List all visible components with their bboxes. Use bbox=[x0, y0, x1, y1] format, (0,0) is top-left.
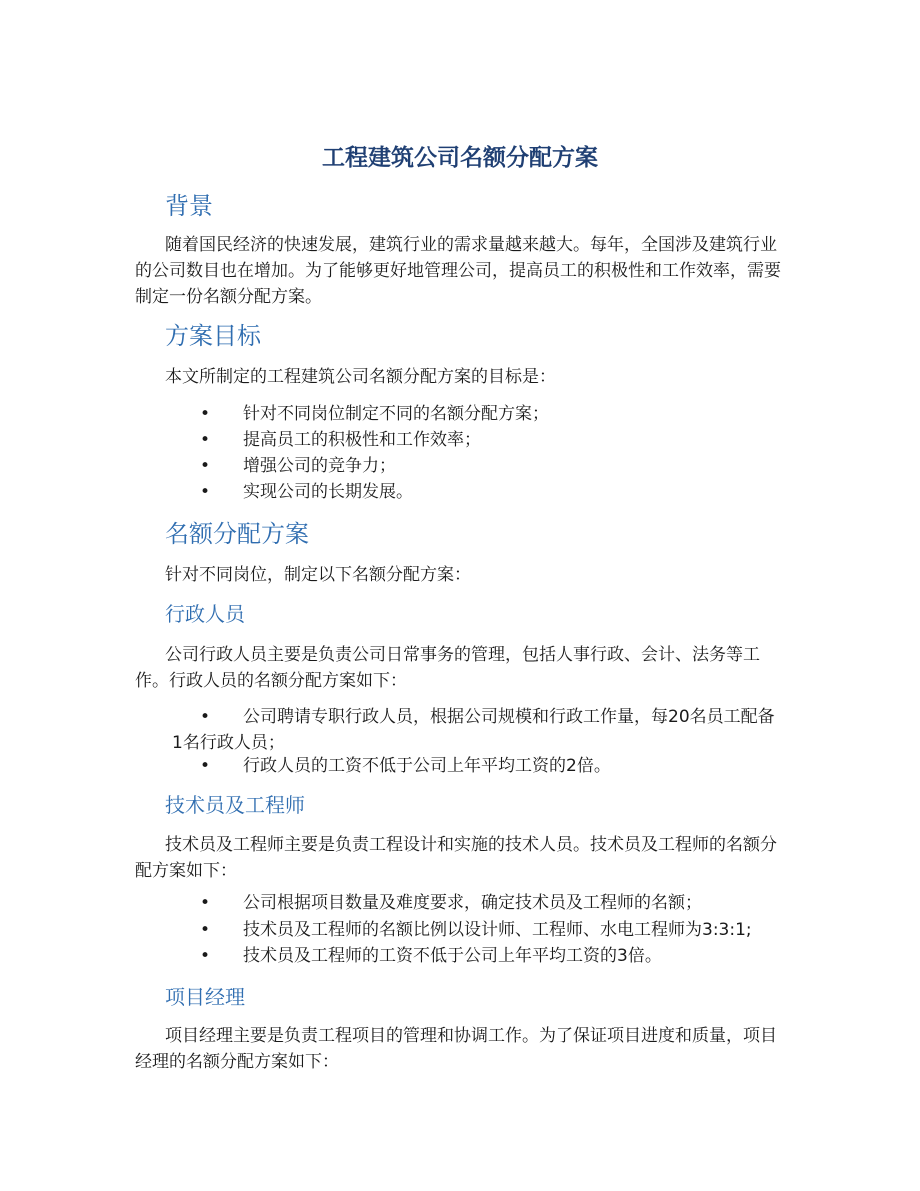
engineer-item-3: 技术员及工程师的工资不低于公司上年平均工资的3倍。 bbox=[243, 946, 662, 966]
heading-background: 背景 bbox=[165, 192, 213, 220]
admin-item-2: 行政人员的工资不低于公司上年平均工资的2倍。 bbox=[243, 756, 611, 776]
engineer-item-1: 公司根据项目数量及难度要求，确定技术员及工程师的名额； bbox=[243, 893, 702, 913]
goal-item-2: 提高员工的积极性和工作效率； bbox=[243, 430, 481, 450]
heading-engineers: 技术员及工程师 bbox=[165, 793, 305, 817]
bullet-marker: • bbox=[200, 946, 211, 966]
bullet-marker: • bbox=[200, 430, 211, 450]
heading-plan: 名额分配方案 bbox=[165, 520, 309, 548]
bullet-marker: • bbox=[200, 456, 211, 476]
paragraph-admin: 公司行政人员主要是负责公司日常事务的管理，包括人事行政、会计、法务等工作。行政人员的名额分配方案如下： bbox=[135, 645, 760, 691]
paragraph-project-manager: 项目经理主要是负责工程项目的管理和协调工作。为了保证项目进度和质量，项目经理的名额分配方案如下： bbox=[135, 1026, 777, 1072]
bullet-marker: • bbox=[200, 893, 211, 913]
admin-item-1: 公司聘请专职行政人员，根据公司规模和行政工作量，每20名员工配备1名行政人员； bbox=[172, 707, 775, 753]
bullet-marker: • bbox=[200, 482, 211, 502]
heading-goals: 方案目标 bbox=[165, 322, 261, 350]
paragraph-plan-intro: 针对不同岗位，制定以下名额分配方案： bbox=[165, 565, 471, 585]
engineer-item-2: 技术员及工程师的名额比例以设计师、工程师、水电工程师为3:3:1; bbox=[243, 920, 752, 940]
paragraph-background: 随着国民经济的快速发展，建筑行业的需求量越来越大。每年，全国涉及建筑行业的公司数目也在增加。为了能够更好地管理公司，提高员工的积极性和工作效率，需要制定一份名额分配方案。 bbox=[135, 235, 781, 307]
goal-item-1: 针对不同岗位制定不同的名额分配方案； bbox=[243, 404, 549, 424]
bullet-marker: • bbox=[200, 707, 211, 727]
heading-project-manager: 项目经理 bbox=[165, 985, 245, 1009]
paragraph-engineers: 技术员及工程师主要是负责工程设计和实施的技术人员。技术员及工程师的名额分配方案如下： bbox=[135, 835, 777, 881]
document-title: 工程建筑公司名额分配方案 bbox=[322, 145, 598, 171]
bullet-marker: • bbox=[200, 756, 211, 776]
goal-item-4: 实现公司的长期发展。 bbox=[243, 482, 413, 502]
paragraph-goals-intro: 本文所制定的工程建筑公司名额分配方案的目标是： bbox=[165, 367, 556, 387]
heading-admin: 行政人员 bbox=[165, 602, 245, 626]
goal-item-3: 增强公司的竞争力； bbox=[243, 456, 396, 476]
bullet-marker: • bbox=[200, 404, 211, 424]
bullet-marker: • bbox=[200, 920, 211, 940]
